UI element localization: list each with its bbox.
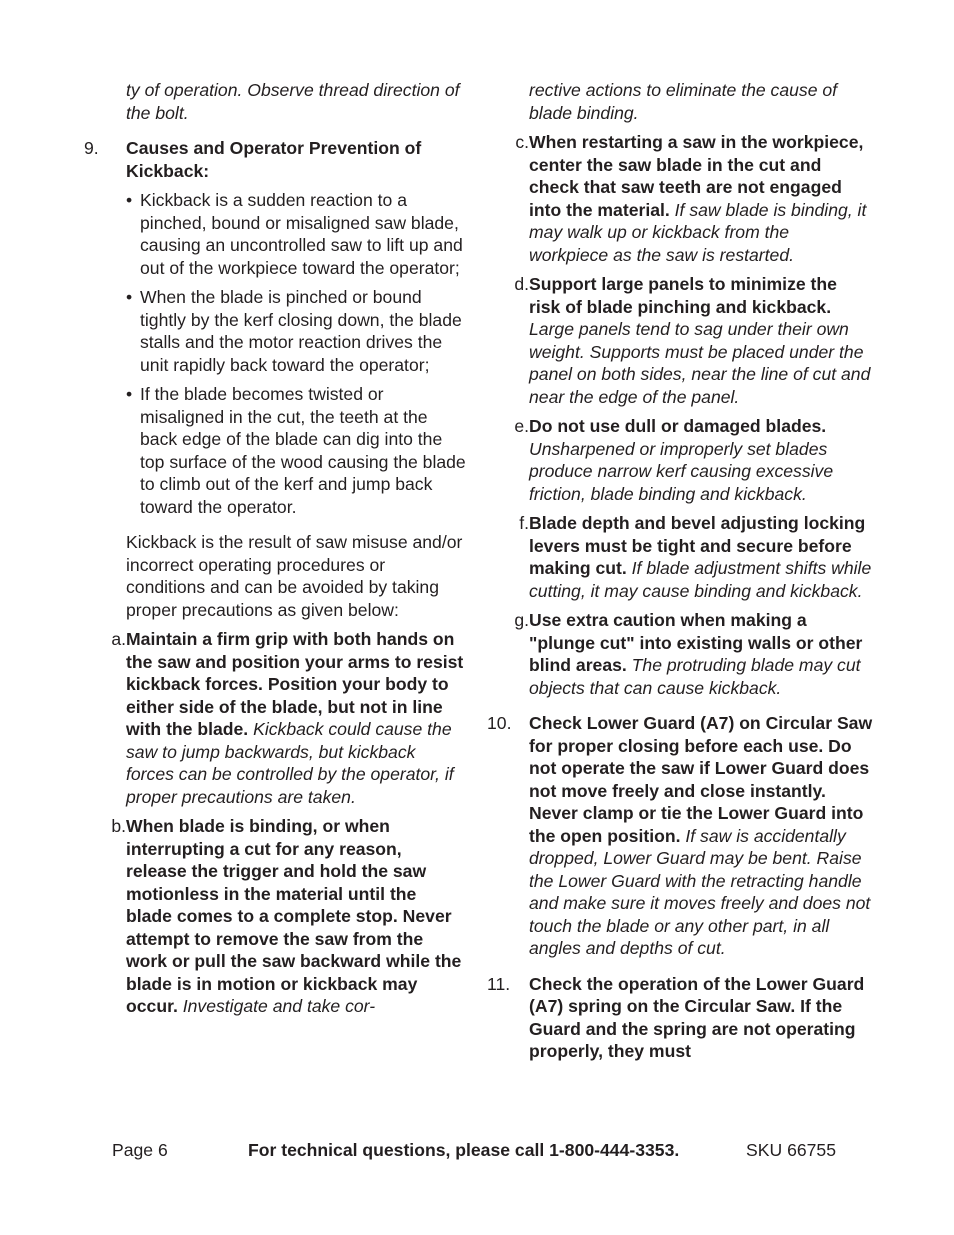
bullet-item: • If the blade becomes twisted or misaligned in the cut, the teeth at the back edge of the blade can dig into the top surface of the wood causing the blade to climb out of the kerf and jump back toward the operator.	[126, 384, 466, 517]
subitem-marker: g.	[514, 610, 529, 630]
subitem-marker: e.	[514, 416, 529, 436]
tech-support-phone: For technical questions, please call 1-800-444-3353.	[248, 1140, 680, 1160]
left-column	[84, 79, 466, 1018]
subitem-e: e. Do not use dull or damaged blades. Unsharpened or improperly set blades produce narrow kerf causing excessive friction, blade binding and kickback.	[487, 415, 873, 505]
continued-text: rective actions to eliminate the cause of blade binding.	[529, 80, 838, 123]
subitem-b: b. When blade is binding, or when interrupting a cut for any reason, release the trigger and hold the saw motionless in the material until the blade comes to a complete stop. Never attempt to remove the saw from the work or pull the saw backward while the blade is in motion or kickback may occur. Investigate and take cor-	[84, 815, 466, 1018]
subitem-g: g. Use extra caution when making a "plunge cut" into existing walls or other blind areas. The protruding blade may cut objects that can cause kickback.	[487, 609, 873, 699]
subitem-f: f. Blade depth and bevel adjusting locking levers must be tight and secure before making cut. If blade adjustment shifts while cutting, it may cause binding and kickback.	[487, 512, 873, 602]
item-9	[84, 137, 466, 182]
bullet-icon: •	[126, 384, 133, 404]
bullet-icon: •	[126, 190, 133, 210]
subitem-marker: f.	[519, 513, 529, 533]
item-number: 9.	[84, 138, 99, 158]
right-column	[487, 79, 873, 1063]
page-footer	[0, 1139, 954, 1163]
item-10: 10. Check Lower Guard (A7) on Circular Saw for proper closing before each use. Do not operate the saw if Lower Guard does not move freely and close instantly. Never clamp or tie the Lower Guard into the open position. If saw is accidentally dropped, Lower Guard may be bent. Raise the Lower Guard with the retracting handle and make sure it moves freely and does not touch the blade or any other part, in all angles and depths of cut.	[487, 713, 873, 958]
bullet-item: • When the blade is pinched or bound tightly by the kerf closing down, the blade stalls and the motor reaction drives the unit rapidly back toward the operator;	[126, 287, 462, 375]
subitem-a: a. Maintain a firm grip with both hands on the saw and position your arms to resist kickback forces. Position your body to either side of the blade, but not in line with the blade. Kickback could cause the saw to jump backwards, but kickback forces can be controlled by the operator, if proper precautions are taken.	[84, 628, 466, 808]
continued-text: ty of operation. Observe thread direction of the bolt.	[126, 80, 460, 123]
item-11: 11. Check the operation of the Lower Guard (A7) spring on the Circular Saw. If the Guard and the spring are not operating properly, they must	[487, 973, 865, 1061]
kickback-intro: Kickback is the result of saw misuse and/or incorrect operating procedures or conditions and can be avoided by taking proper precautions as given below:	[126, 532, 463, 620]
subitem-marker: a.	[111, 629, 126, 649]
subitem-d: d. Support large panels to minimize the risk of blade pinching and kickback. Large panels tend to sag under their own weight. Supports must be placed under the panel on both sides, near the line of cut and near the edge of the panel.	[487, 273, 873, 408]
subitem-marker: c.	[515, 132, 529, 152]
subitem-marker: d.	[514, 274, 529, 294]
bullet-icon: •	[126, 287, 133, 307]
item-number: 11.	[487, 973, 511, 994]
subitem-c: c. When restarting a saw in the workpiece, center the saw blade in the cut and check that saw teeth are not engaged into the material. If saw blade is binding, it may walk up or kickback from the workpiece as the saw is restarted.	[487, 131, 873, 266]
item-number: 10.	[487, 713, 512, 733]
page-number: Page 6	[112, 1140, 168, 1160]
sku-label: SKU 66755	[746, 1140, 836, 1160]
bullet-item: • Kickback is a sudden reaction to a pinched, bound or misaligned saw blade, causing an uncontrolled saw to lift up and out of the workpiece toward the operator;	[126, 190, 463, 278]
item-title: Causes and Operator Prevention of Kickback:	[126, 138, 422, 181]
subitem-marker: b.	[111, 816, 126, 836]
